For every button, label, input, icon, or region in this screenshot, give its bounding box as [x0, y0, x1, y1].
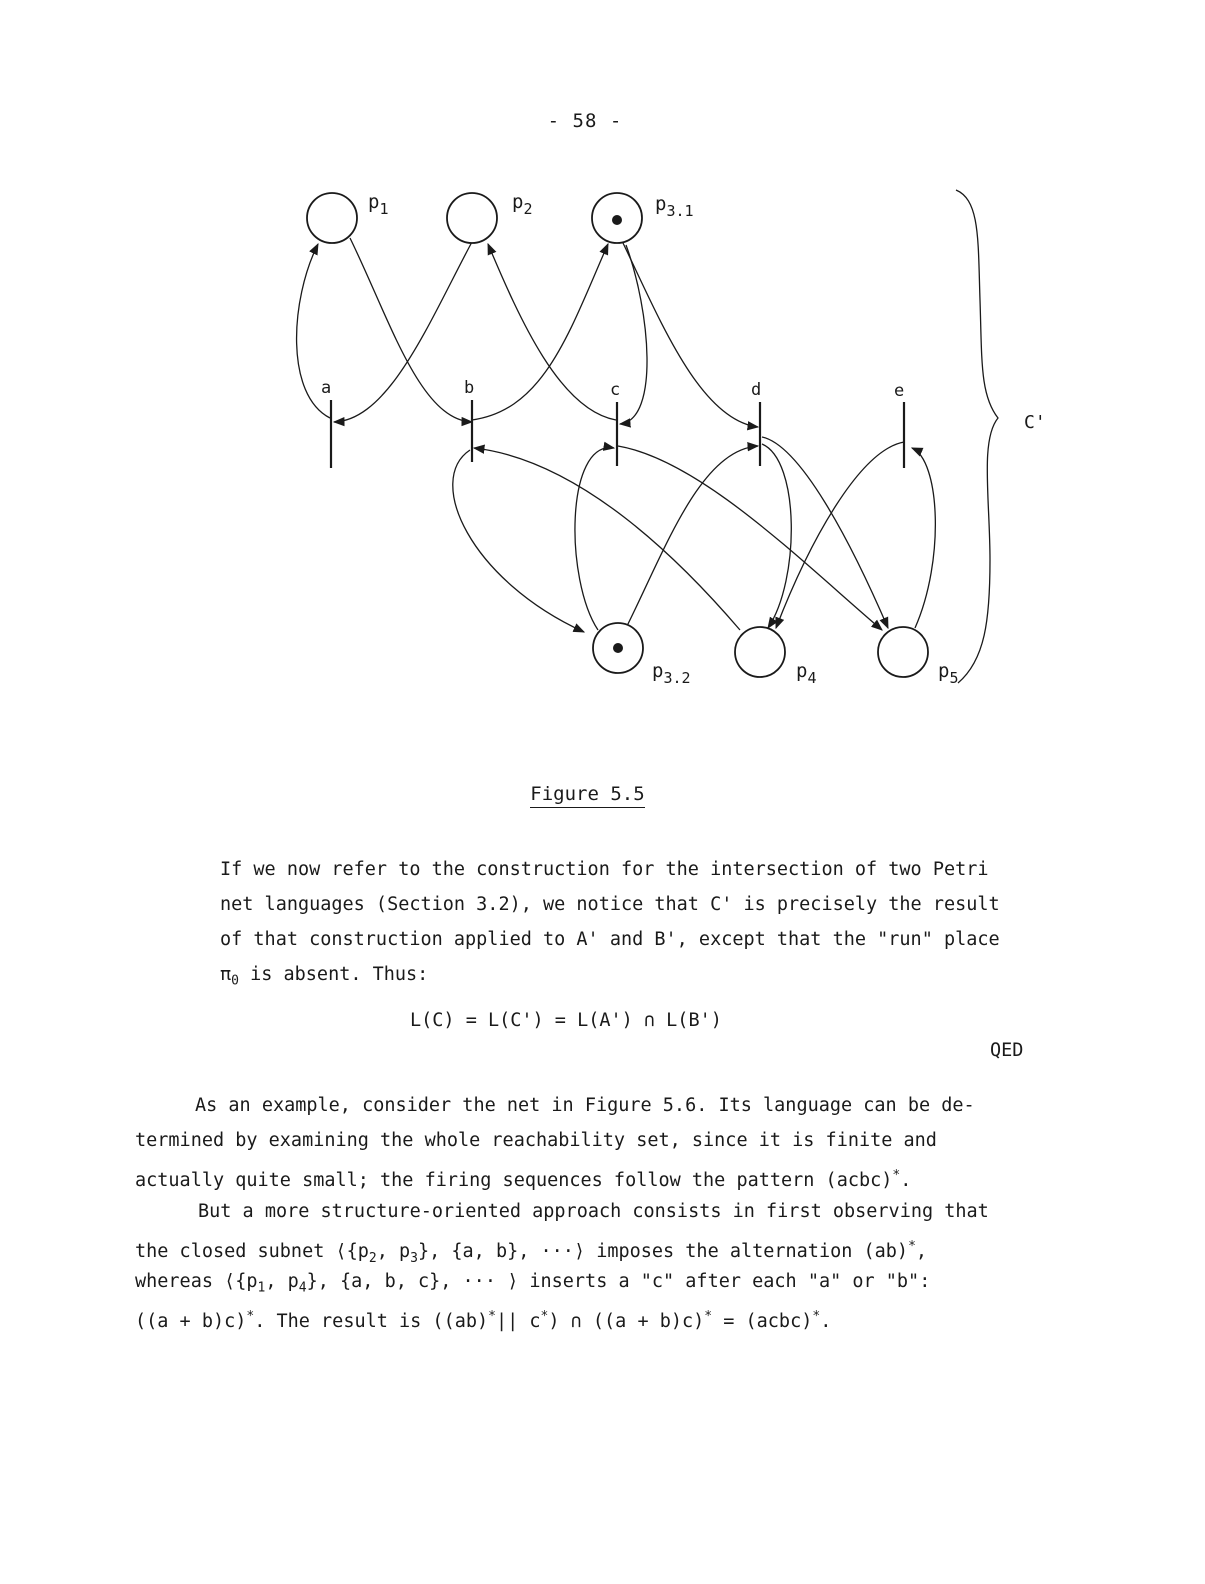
paragraph-line: ((a + b)c)*. The result is ((ab)*|| c*) ∩ ((a + b)c)* = (acbc)*.	[135, 1309, 832, 1333]
arc-e-p4	[776, 442, 904, 628]
arc-p32-c	[575, 448, 614, 630]
arc-p2-a	[334, 240, 473, 422]
place-p4-label: $p_4$	[796, 660, 817, 687]
subnet-label: C'	[1024, 412, 1046, 433]
arc-p32-d	[626, 446, 758, 628]
place-p5	[878, 627, 928, 677]
petri-net-figure	[0, 0, 1205, 760]
place-p3-1-label: $p_{3.1}$	[655, 193, 694, 220]
place-p3-2-label: $p_{3.2}$	[652, 660, 691, 687]
place-p1	[307, 193, 357, 243]
token-p3-1	[612, 215, 622, 225]
qed-mark: QED	[990, 1040, 1024, 1061]
page-number: - 58 -	[547, 110, 623, 132]
paragraph-line: whereas $⟨\{p_1$, $p_4$}, {a, b, c}, ··· ⟩ inserts a "c" after each "a" or "b":	[135, 1271, 931, 1296]
paragraph-line: actually quite small; the firing sequences follow the pattern (acbc)*.	[135, 1168, 912, 1192]
transition-d-label: d	[751, 380, 762, 400]
arc-p31-c	[620, 245, 647, 424]
place-p5-label: $p_5$	[938, 660, 959, 687]
arc-p1-b	[350, 238, 475, 422]
transition-b-label: b	[464, 378, 475, 398]
token-p3-2	[613, 643, 623, 653]
transition-e-label: e	[894, 381, 905, 401]
place-p2-label: $p_2$	[512, 191, 533, 218]
arc-p4-b	[474, 448, 740, 630]
place-p1-label: $p_1$	[368, 191, 389, 218]
place-p4	[735, 627, 785, 677]
paragraph-line: termined by examining the whole reachability set, since it is finite and	[135, 1130, 937, 1151]
intersection-formula: L(C) = L(C') = L(A') ∩ L(B')	[410, 1010, 722, 1031]
place-p2	[447, 193, 497, 243]
arc-p31-d	[623, 243, 758, 427]
paragraph-line: As an example, consider the net in Figure 5.6. Its language can be de-	[195, 1095, 975, 1116]
transition-a-label: a	[321, 378, 332, 398]
paragraph-line: net languages (Section 3.2), we notice that C' is precisely the result	[220, 894, 1000, 915]
transition-c-label: c	[610, 380, 621, 400]
paragraph-line: If we now refer to the construction for the intersection of two Petri	[220, 859, 989, 880]
arc-p5-e	[912, 448, 935, 628]
figure-caption: Figure 5.5	[0, 783, 1175, 805]
paragraph-line: But a more structure-oriented approach consists in first observing that	[198, 1201, 989, 1222]
arc-b-p31	[472, 244, 608, 420]
paragraph-line: $\pi_0$ is absent. Thus:	[220, 964, 429, 989]
paragraph-line: the closed subnet $⟨\{p_2$, $p_3$}, {a, b}, ···⟩ imposes the alternation (ab)*,	[135, 1239, 928, 1266]
paragraph-line: of that construction applied to A' and B', except that the "run" place	[220, 929, 1000, 950]
subnet-brace	[956, 190, 998, 683]
arc-c-p5	[618, 446, 882, 630]
